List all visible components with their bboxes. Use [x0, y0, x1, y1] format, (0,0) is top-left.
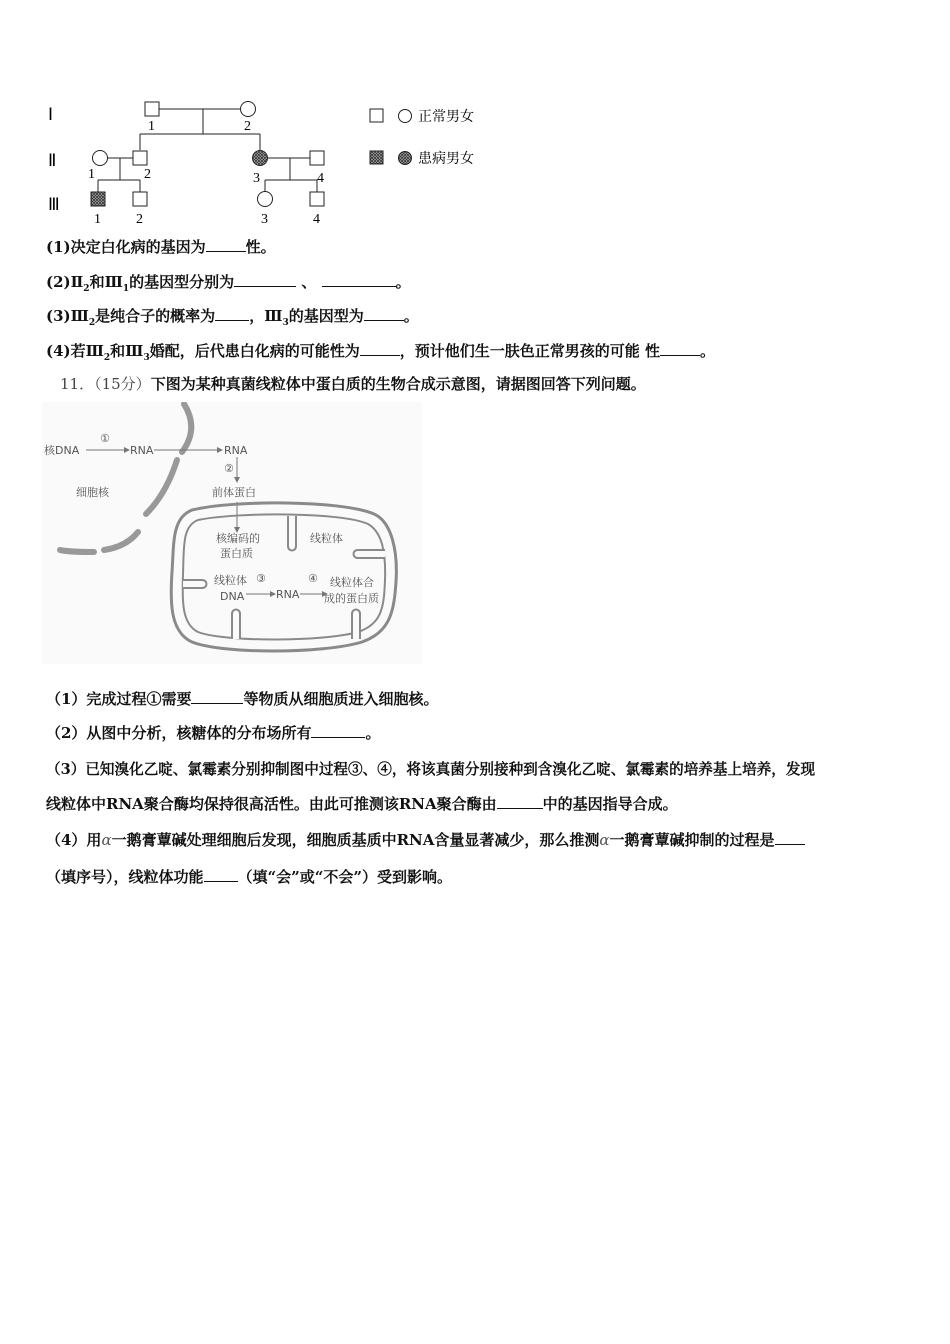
q10-part4-text: 和Ⅲ: [110, 342, 144, 360]
q10-part2-text: Ⅱ: [70, 273, 84, 291]
q11-part4-text: （填序号），线粒体功能: [46, 868, 204, 886]
q10-part2-text: 、: [301, 273, 317, 291]
pedigree-num: 4: [313, 212, 320, 227]
answer-blank[interactable]: [364, 306, 404, 321]
q10-part2: [46, 271, 411, 294]
pedigree-num: 1: [94, 212, 101, 227]
legend-male-affected-icon: [370, 151, 383, 164]
label-nuclear-dna: 核DNA: [44, 444, 80, 457]
pedigree-female-normal: [258, 192, 273, 207]
q11-part4-text: 一鹅膏蕈碱处理细胞后发现，细胞质基质中RNA含量显著减少，那么推测: [111, 831, 600, 849]
mitochondria-diagram: [42, 402, 422, 664]
q10-part2-text: (2): [46, 273, 71, 291]
generation-label-1: Ⅰ: [48, 105, 54, 124]
answer-blank[interactable]: [497, 794, 543, 809]
q11-part4-text: （填“会”或“不会”）受到影响。: [237, 868, 453, 886]
label-nuclear-encoded-protein: 蛋白质: [220, 547, 253, 560]
q11-part1-text: 等物质从细胞质进入细胞核。: [243, 690, 439, 708]
subscript: 3: [143, 353, 150, 363]
subscript: 2: [103, 353, 111, 363]
answer-blank[interactable]: [234, 272, 296, 287]
q10-part4-text: ，预计他们生一肤色正常男孩的可能 性: [399, 342, 660, 360]
q11-part4-text: 一鹅膏蕈碱抑制的过程是: [609, 831, 775, 849]
q11-part4-text: （4）用: [46, 831, 102, 849]
pedigree-female-normal: [241, 102, 256, 117]
label-step-2: ②: [224, 462, 234, 475]
label-precursor-protein: 前体蛋白: [212, 486, 256, 499]
answer-blank[interactable]: [660, 341, 700, 356]
legend-affected-label: 患病男女: [418, 151, 474, 167]
answer-blank[interactable]: [775, 830, 805, 845]
q10-part3-text: 的基因型为: [288, 307, 364, 325]
pedigree-num: 2: [144, 167, 151, 182]
pedigree-num: 1: [88, 167, 95, 182]
q10-part3: [46, 305, 419, 328]
alpha-symbol: α: [101, 831, 112, 849]
q10-part4-text: 。: [699, 342, 715, 360]
label-mito-dna: 线粒体: [214, 574, 247, 587]
q11-title: 下图为某种真菌线粒体中蛋白质的生物合成示意图，请据图回答下列问题。: [150, 375, 646, 393]
q10-part2-text: 。: [395, 273, 411, 291]
label-step-4: ④: [308, 572, 318, 585]
label-mito-synthesized-protein: 线粒体合: [330, 576, 374, 589]
q11-part3-cont: [46, 793, 678, 814]
generation-label-2: Ⅱ: [48, 151, 57, 170]
pedigree-male-normal: [133, 151, 147, 165]
pedigree-male-normal: [145, 102, 159, 116]
label-step-3: ③: [256, 572, 266, 585]
q10-part3-text: 。: [403, 307, 419, 325]
q11-part2: [46, 722, 380, 743]
q10-part4-text: (4)若Ⅲ: [46, 342, 104, 360]
q10-part4: [46, 340, 715, 363]
pedigree-male-affected: [91, 192, 105, 206]
pedigree-chart: [40, 92, 350, 232]
legend-normal-label: 正常男女: [418, 109, 474, 125]
q11-header: [60, 373, 646, 394]
answer-blank[interactable]: [215, 306, 249, 321]
q11-part1-text: （1）完成过程①需要: [46, 690, 192, 708]
q10-part3-text: (3)Ⅲ: [46, 307, 89, 325]
q11-part3-text: （3）已知溴化乙啶、氯霉素分别抑制图中过程③、④，将该真菌分别接种到含溴化乙啶、氯霉素的培养基上培养，发现: [46, 761, 816, 778]
label-rna: RNA: [224, 444, 248, 457]
q11-part4: [46, 829, 805, 850]
alpha-symbol: α: [599, 831, 610, 849]
answer-blank[interactable]: [204, 867, 238, 882]
q11-part2-text: （2）从图中分析，核糖体的分布场所有: [46, 724, 312, 742]
label-rna: RNA: [130, 444, 154, 457]
label-mitochondrion: 线粒体: [310, 532, 343, 545]
legend-female-normal-icon: [399, 110, 412, 123]
label-nuclear-encoded-protein: 核编码的: [216, 532, 260, 545]
q10-part1-text: (1)决定白化病的基因为: [46, 238, 206, 256]
legend-female-affected-icon: [399, 152, 412, 165]
q10-part1-text: 性。: [245, 238, 276, 256]
pedigree-num: 1: [148, 119, 155, 134]
generation-label-3: Ⅲ: [48, 195, 60, 214]
q11-part3-text: 线粒体中RNA聚合酶均保持很高活性。由此可推测该RNA聚合酶由: [46, 795, 497, 813]
pedigree-male-normal: [133, 192, 147, 206]
answer-blank[interactable]: [191, 689, 243, 704]
q10-part1: [46, 236, 276, 257]
q11-part3-text: 中的基因指导合成。: [542, 795, 678, 813]
pedigree-male-normal: [310, 192, 324, 206]
pedigree-female-affected: [253, 151, 268, 166]
pedigree-num: 3: [261, 212, 268, 227]
q11-part2-text: 。: [365, 724, 381, 742]
pedigree-num: 4: [317, 171, 324, 186]
label-nucleus: 细胞核: [76, 486, 109, 499]
q10-part4-text: 婚配，后代患白化病的可能性为: [149, 342, 360, 360]
legend-male-normal-icon: [370, 109, 383, 122]
pedigree-female-normal: [93, 151, 108, 166]
subscript: 2: [88, 318, 96, 328]
answer-blank[interactable]: [206, 237, 246, 252]
label-mito-dna: DNA: [220, 590, 245, 603]
q11-part1: [46, 688, 438, 709]
pedigree-num: 3: [253, 171, 260, 186]
pedigree-legend: [366, 104, 506, 170]
subscript: 1: [122, 284, 130, 294]
subscript: 3: [282, 318, 289, 328]
q10-part2-text: 的基因型分别为: [129, 273, 235, 291]
answer-blank[interactable]: [322, 272, 396, 287]
answer-blank[interactable]: [311, 723, 365, 738]
label-rna: RNA: [276, 588, 300, 601]
q10-part3-text: ，Ⅲ: [249, 307, 283, 325]
q11-number: 11．（15分）: [60, 375, 151, 393]
q10-part2-text: 和Ⅲ: [89, 273, 123, 291]
pedigree-num: 2: [244, 119, 251, 134]
label-mito-synthesized-protein: 成的蛋白质: [324, 592, 379, 605]
pedigree-num: 2: [136, 212, 143, 227]
q11-part4-cont: [46, 866, 452, 887]
pedigree-male-normal: [310, 151, 324, 165]
label-step-1: ①: [100, 432, 110, 445]
q10-part3-text: 是纯合子的概率为: [95, 307, 216, 325]
q11-part3: [46, 758, 815, 779]
answer-blank[interactable]: [360, 341, 400, 356]
subscript: 2: [83, 284, 90, 294]
